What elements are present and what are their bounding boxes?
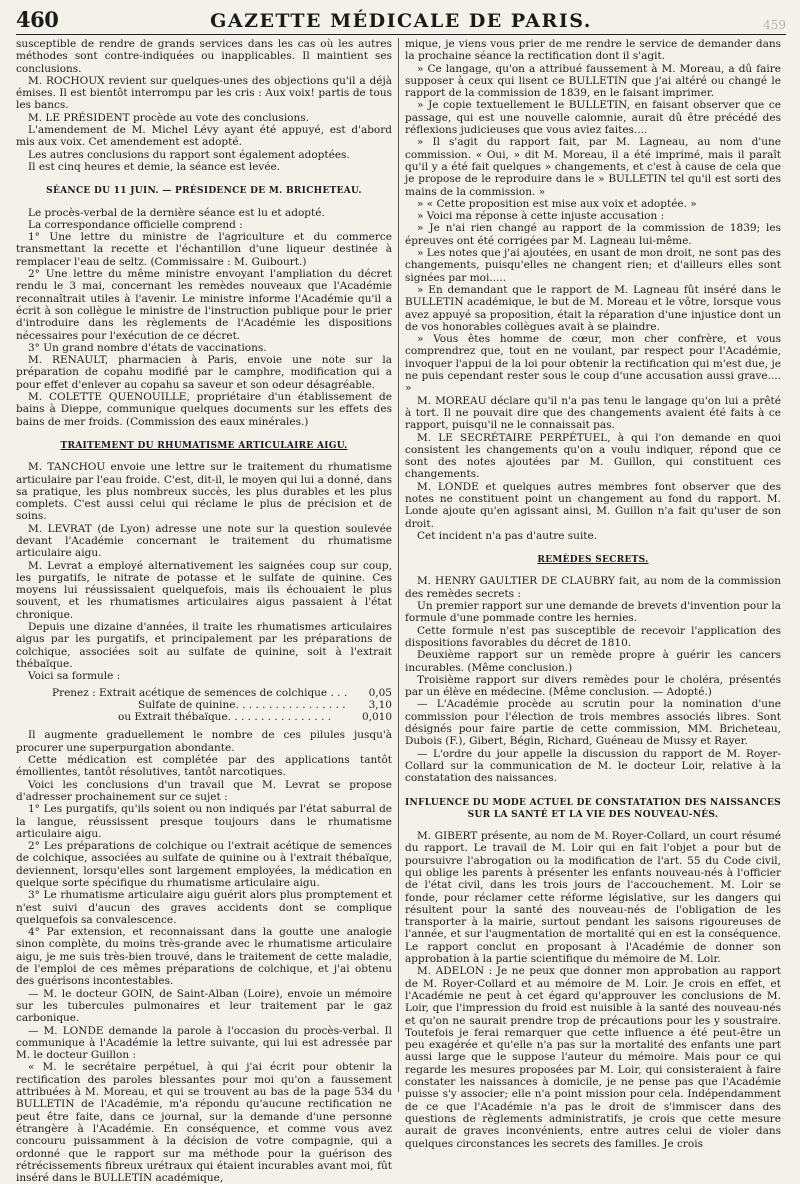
section-heading: REMÈDES SECRETS. — [537, 555, 649, 566]
paragraph: Les autres conclusions du rapport sont également adoptées. — [28, 148, 350, 161]
formula-row — [52, 699, 392, 711]
formula-row — [52, 687, 392, 699]
paragraph: Voici les conclusions d'un travail que M. Levrat se propose d'adresser prochainement sur ce sujet : — [16, 778, 392, 803]
paragraph: L'amendement de M. Michel Lévy ayant été appuyé, est d'abord mis aux voix. Cet amendement est adopté. — [16, 124, 392, 149]
paragraph: » Vous êtes homme de cœur, mon cher confrère, et vous comprendrez que, tout en ne voulant, par respect pour l'Académie, invoquer l'appui de la loi pour obtenir la rectification qui m'est due, je ne puis cependant rester sous le coup d'une accusation aussi grave.... » — [405, 333, 781, 395]
paragraph: » En demandant que le rapport de M. Lagneau fût inséré dans le BULLETIN académique, le but de M. Moreau et le vôtre, lorsque vous avez appuyé sa proposition, était la réparation d'une injustice dont un de vos honorables collègues avait à se plaindre. — [405, 283, 781, 333]
formula-block — [52, 687, 392, 724]
paragraph: Cette formule n'est pas susceptible de recevoir l'application des dispositions favorables du décret de 1810. — [405, 624, 781, 649]
text-columns — [16, 38, 786, 1184]
paragraph: M. LE PRÉSIDENT procède au vote des conclusions. — [28, 111, 309, 124]
paragraph: — L'ordre du jour appelle la discussion du rapport de M. Royer-Collard sur la communication de M. le docteur Loir, relative à la constatation des naissances. — [405, 747, 781, 785]
paragraph: Le procès-verbal de la dernière séance est lu et adopté. — [28, 206, 325, 219]
paragraph: » Je n'ai rien changé au rapport de la commission de 1839; les épreuves ont été corrigées par M. Lagneau lui-même. — [405, 222, 781, 247]
paragraph: — M. LONDE demande la parole à l'occasion du procès-verbal. Il communique à l'Académie la lettre suivante, qui lui est adressée par M. le docteur Guillon : — [16, 1024, 392, 1062]
paragraph: » Il s'agit du rapport fait, par M. Lagneau, au nom d'une commission. « Oui, » dit M. Moreau, il a été imprimé, mais il paraît qu'il y a été fait quelques » changements, et c'est à cause de cela que je propose de le reproduire dans le » BULLETIN tel qu'il est sorti des mains de la commission. » — [405, 136, 781, 198]
paragraph: Il augmente graduellement le nombre de ces pilules jusqu'à procurer une superpurgation abondante. — [16, 729, 392, 754]
section-heading: INFLUENCE DU MODE ACTUEL DE CONSTATATION DES NAISSANCES SUR LA SANTÉ ET LA VIE DES NOUVEAU-NÉS. — [405, 797, 781, 820]
paragraph: mique, je viens vous prier de me rendre le service de demander dans la prochaine séance la rectification dont il s'agit. — [405, 38, 781, 63]
paragraph: » Ce langage, qu'on a attribué faussement à M. Moreau, a dû faire supposer à ceux qui lisent ce BULLETIN que j'ai altéré ou changé le rapport de la commission de 1839, en le faisant imprimer. — [405, 62, 781, 100]
paragraph: M. TANCHOU envoie une lettre sur le traitement du rhumatisme articulaire par l'eau froide. C'est, dit-il, le moyen qui lui a donné, dans sa pratique, les plus nombreux succès, les plus durables et les plus complets. C'est aussi celui qui réclame le plus de précision et de soins. — [16, 461, 392, 523]
formula-item: Prenez : Extrait acétique de semences de colchique . . . — [52, 686, 348, 699]
paragraph: Voici sa formule : — [28, 670, 121, 683]
paragraph: » Les notes que j'ai ajoutées, en usant de mon droit, ne sont pas des changements, puisqu'elles ne changent rien; et d'ailleurs elles sont signées par moi..... — [405, 247, 781, 284]
paragraph: Cet incident n'a pas d'autre suite. — [417, 529, 598, 542]
section-heading: SÉANCE DU 11 JUIN. — PRÉSIDENCE DE M. BRICHETEAU. — [46, 186, 362, 197]
left-column — [16, 38, 392, 1184]
paragraph: M. COLETTE QUENOUILLE, propriétaire d'un établissement de bains à Dieppe, communique quelques documents sur les effets des bains de mer froids. (Commission des eaux minérales.) — [16, 391, 392, 428]
paragraph: M. LONDE et quelques autres membres font observer que des notes ne constituent point un changement au fond du rapport. M. Londe ajoute qu'en agissant ainsi, M. Guillon n'a fait qu'user de son droit. — [405, 480, 781, 530]
paragraph: Troisième rapport sur divers remèdes pour le choléra, présentés par un élève en médecine. (Même conclusion. — Adopté.) — [405, 673, 781, 699]
paragraph: — L'Académie procède au scrutin pour la nomination d'une commission pour l'élection de trois membres associés libres. Sont désignés pour faire partie de cette commission, MM. Bricheteau, Dubois (F.), Gibert, Bégin, Richard, Guéneau de Mussy et Rayer. — [405, 698, 781, 748]
formula-item: Sulfate de quinine. . . . . . . . . . . . . . . . . — [138, 698, 346, 711]
paragraph: 2° Les préparations de colchique ou l'extrait acétique de semences de colchique, associées au sulfate de quinine ou à l'extrait thébaïque, deviennent, lorsqu'elles sont largement employées, la médication en quelque sorte spécifique du rhumatisme articulaire aigu. — [16, 840, 392, 889]
paragraph: 1° Les purgatifs, qu'ils soient ou non indiqués par l'état saburral de la langue, réussissent presque toujours dans le rhumatisme articulaire aigu. — [16, 803, 392, 840]
column-divider — [398, 38, 399, 1092]
paragraph: Cette médication est complétée par des applications tantôt émollientes, tantôt résolutives, tantôt narcotiques. — [16, 754, 392, 779]
journal-title: GAZETTE MÉDICALE DE PARIS. — [210, 10, 592, 32]
paragraph: 1° Une lettre du ministre de l'agriculture et du commerce transmettant la recette et l'échantillon d'une liqueur destinée à remplacer l'eau de seltz. (Commissaire : M. Guibourt.) — [16, 231, 392, 268]
formula-dose: 3,10 — [368, 698, 392, 711]
paragraph: » « Cette proposition est mise aux voix et adoptée. » — [417, 197, 697, 210]
right-column — [405, 38, 781, 1150]
paragraph: M. MOREAU déclare qu'il n'a pas tenu le langage qu'on lui a prêté à tort. Il ne pouvait dire que des changements avaient été faits à ce rapport, puisqu'il ne le connaissait pas. — [405, 394, 781, 432]
formula-item: ou Extrait thébaïque. . . . . . . . . . . . . . . . — [118, 711, 332, 724]
paragraph: — M. le docteur GOIN, de Saint-Alban (Loire), envoie un mémoire sur les tubercules pulmonaires et leur traitement par le gaz carbonique. — [16, 987, 392, 1025]
page-number: 460 — [16, 7, 59, 32]
paragraph: 3° Un grand nombre d'états de vaccinations. — [28, 341, 267, 354]
section-heading: TRAITEMENT DU RHUMATISME ARTICULAIRE AIGU. — [60, 440, 348, 451]
paragraph: M. LEVRAT (de Lyon) adresse une note sur la question soulevée devant l'Académie concernant le traitement du rhumatisme articulaire aigu. — [16, 522, 392, 560]
paragraph: M. Levrat a employé alternativement les saignées coup sur coup, les purgatifs, le nitrate de potasse et le sulfate de quinine. Ces moyens lui réussissaient quelquefois, mais ils échouaient le plus souvent, et les rhumatismes articulaires aigus passaient à l'état chronique. — [16, 559, 392, 621]
paragraph: 3° Le rhumatisme articulaire aigu guérit alors plus promptement et n'est suivi d'aucun des graves accidents dont se complique quelquefois sa convalescence. — [16, 889, 392, 926]
formula-dose: 0,05 — [368, 686, 392, 699]
paragraph: M. ROCHOUX revient sur quelques-unes des objections qu'il a déjà émises. Il est bientôt interrompu par les cris : Aux voix! partis de tous les bancs. — [16, 74, 392, 112]
paragraph: » Je copie textuellement le BULLETIN, en faisant observer que ce passage, qui est une nouvelle calomnie, aurait dû être précédé des réflexions judicieuses que vous aviez faites.... — [405, 99, 781, 137]
formula-dose: 0,010 — [361, 711, 392, 724]
paragraph: susceptible de rendre de grands services dans les cas où les autres méthodes sont contre-indiquées ou inapplicables. Il maintient ses conclusions. — [16, 38, 392, 75]
paragraph: « M. le secrétaire perpétuel, à qui j'ai écrit pour obtenir la rectification des paroles blessantes pour moi qu'on a faussement attribuées à M. Moreau, et qui se trouvent au bas de la page 534 du BULLETIN de l'Académie, m'a répondu qu'aucune rectification ne peut être faite, dans ce journal, sur la demande d'une personne étrangère à l'Académie. En conséquence, et comme vous avez concouru puissamment à la décision de votre compagnie, qui a ordonné que le rapport sur ma méthode pour la guérison des rétrécissements fibreux urétraux qui étaient incurables avant moi, fût inséré dans le BULLETIN académique, — [16, 1061, 392, 1184]
formula-row — [52, 711, 392, 723]
paragraph: M. ADELON : Je ne peux que donner mon approbation au rapport de M. Royer-Collard et au mémoire de M. Loir. Je crois en effet, et l'Académie ne peut à cet égard qu'approuver les conclusions de M. Loir, que l'impression du froid est nuisible à la santé des nouveau-nés et qu'on ne saurait prendre trop de précautions pour les y soustraire. Toutefois je ferai remarquer que cette influence a été peut-être un peu exagérée et qu'elle n'a pas sur la mortalité des enfants une part aussi large que le suppose l'auteur du mémoire. Mais pour ce qui regarde les mesures proposées par M. Loir, qui consisteraient à faire constater les naissances à domicile, je ne pense pas que l'Académie puisse s'y associer; elle n'a point mission pour cela. Indépendamment de ce que l'Académie n'a pas le droit de s'immiscer dans des questions de règlements administratifs, je crois que cette mesure aurait de graves inconvénients, entre autres celui de violer dans quelques circonstances les secrets des familles. Je crois — [405, 965, 781, 1150]
paragraph: Il est cinq heures et demie, la séance est levée. — [28, 160, 281, 173]
paragraph: 4° Par extension, et reconnaissant dans la goutte une analogie sinon complète, du moins très-grande avec le rhumatisme articulaire aigu, je me suis très-bien trouvé, dans le traitement de cette maladie, de l'emploi de ces mêmes préparations de colchique, et j'ai obtenu des guérisons incontestables. — [16, 926, 392, 988]
paragraph: M. LE SECRÉTAIRE PERPÉTUEL, à qui l'on demande en quoi consistent les changements qu'on a voulu indiquer, répond que ce sont des notes ajoutées par M. Guillon, qui constituent ces changements. — [405, 431, 781, 481]
paragraph: Depuis une dizaine d'années, il traite les rhumatismes articulaires aigus par les purgatifs, et principalement par les préparations de colchique, associées soit au sulfate de quinine, soit à l'extrait thébaïque. — [16, 621, 392, 670]
paragraph: » Voici ma réponse à cette injuste accusation : — [417, 210, 665, 223]
paragraph: Un premier rapport sur une demande de brevets d'invention pour la formule d'une pommade contre les hernies. — [405, 600, 781, 625]
paragraph: La correspondance officielle comprend : — [28, 218, 243, 231]
bleed-through-number: 459 — [763, 18, 786, 32]
paragraph: M. HENRY GAULTIER DE CLAUBRY fait, au nom de la commission des remèdes secrets : — [405, 575, 781, 600]
paragraph: M. RENAULT, pharmacien à Paris, envoie une note sur la préparation de copahu modifié par le camphre, modification qui a pour effet d'enlever au copahu sa saveur et son odeur désagréable. — [16, 354, 392, 391]
paragraph: M. GIBERT présente, au nom de M. Royer-Collard, un court résumé du rapport. Le travail de M. Loir qui en fait l'objet a pour but de poursuivre l'abrogation ou la modification de l'art. 55 du Code civil, qui oblige les parents à présenter les enfants nouveau-nés à l'officier de l'état civil, dans les trois jours de l'accouchement. M. Loir se fonde, pour réclamer cette réforme législative, sur les dangers qui résultent pour la santé des nouveau-nés de l'obligation de les transporter à la mairie, surtout pendant les saisons rigoureuses de l'année, et sur l'augmentation de mortalité qui en est la conséquence. Le rapport conclut en proposant à l'Académie de donner son approbation à la partie scientifique du mémoire de M. Loir. — [405, 830, 781, 966]
paragraph: Deuxième rapport sur un remède propre à guérir les cancers incurables. (Même conclusion.) — [405, 649, 781, 674]
paragraph: 2° Une lettre du même ministre envoyant l'ampliation du décret rendu le 3 mai, concernant les remèdes nouveaux que l'Académie reconnaîtrait utiles à l'avenir. Le ministre informe l'Académie qu'il a écrit à son collègue le ministre de l'instruction publique pour le prier d'introduire dans les règlements de l'Académie les dispositions nécessaires pour l'exécution de ce décret. — [16, 268, 392, 342]
page-header — [16, 6, 786, 35]
